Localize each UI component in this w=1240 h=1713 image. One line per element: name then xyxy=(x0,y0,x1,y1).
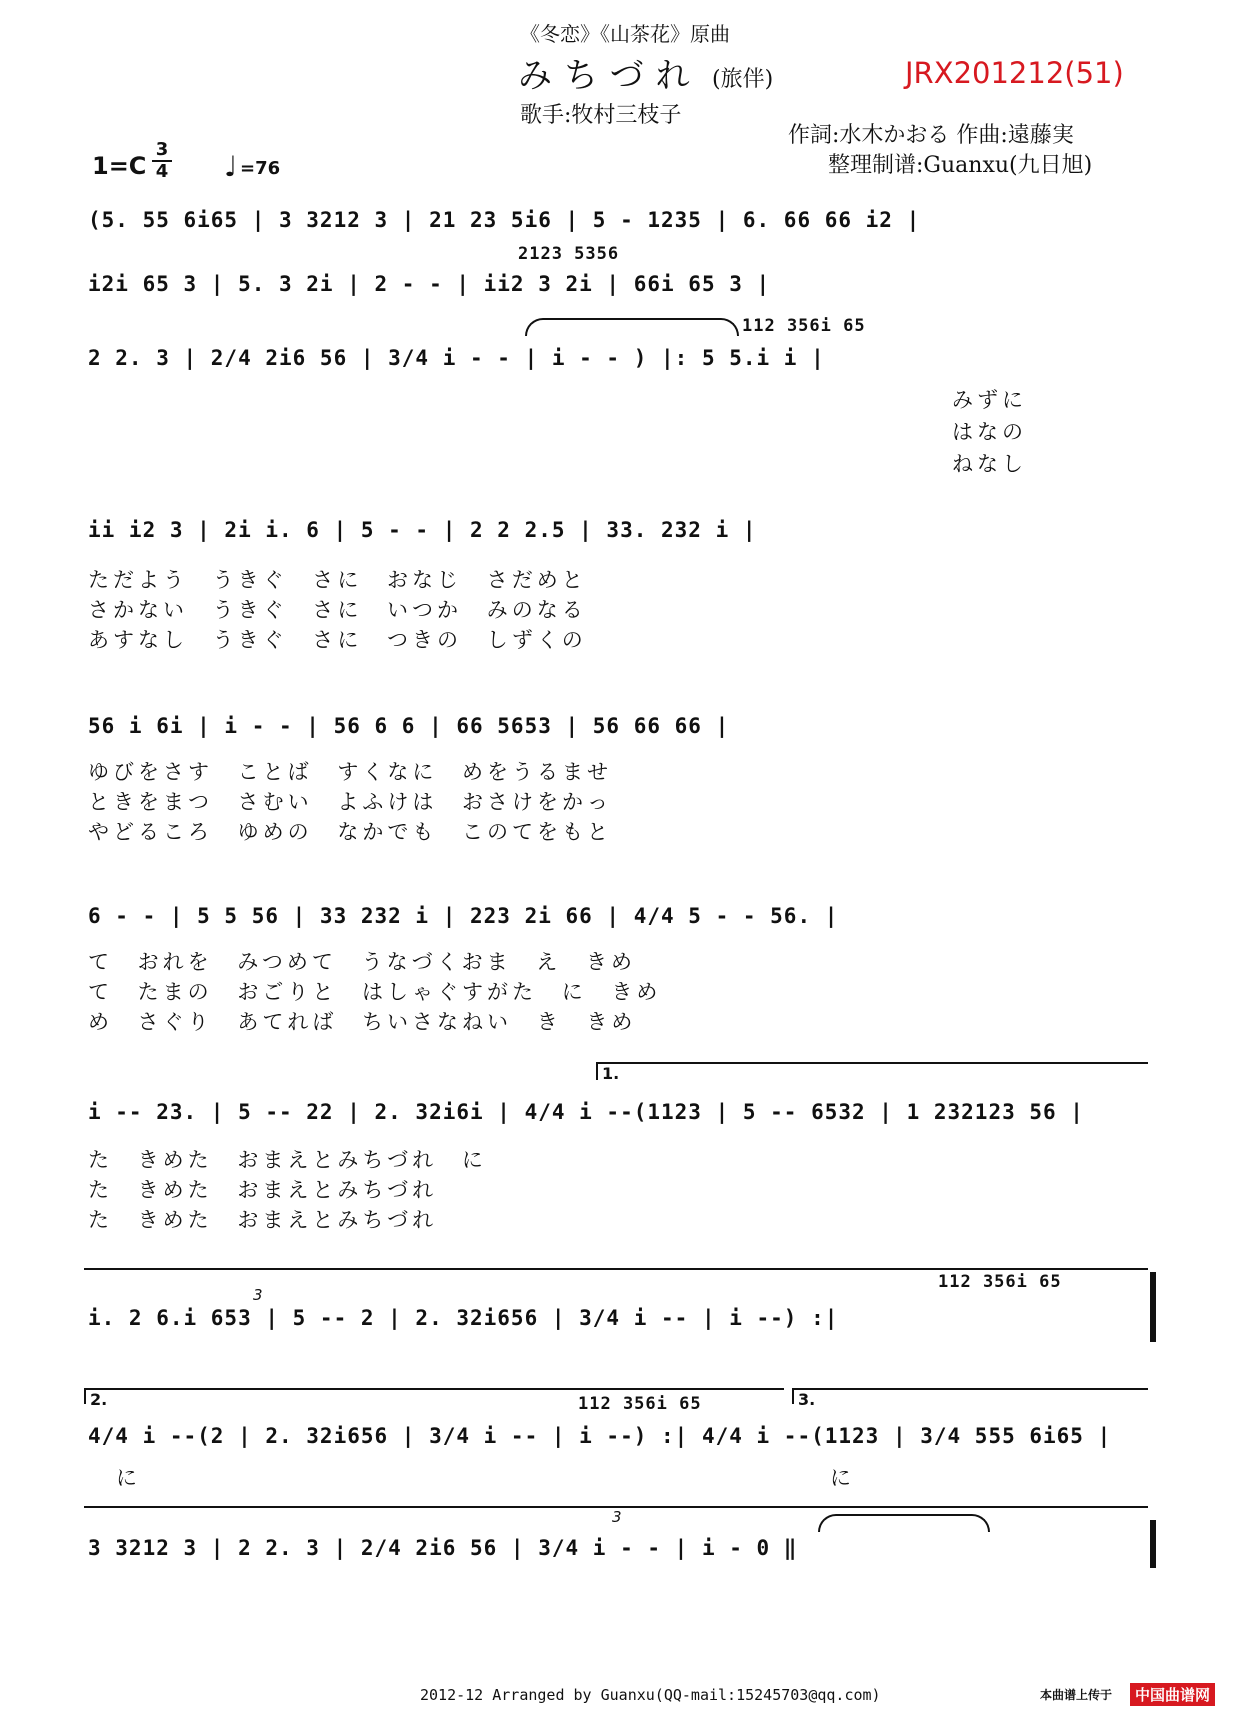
lyric-line: ときをまつ さむい よふけは おさけをかっ xyxy=(88,790,613,814)
score-row-1: (5. 55 6i65 | 3 3212 3 | 21 23 5i6 | 5 - 1235 | 6. 66 66 i2 | xyxy=(88,208,921,232)
score-row-10: 3 3212 3 | 2 2. 3 | 2/4 2i6 56 | 3/4 i - - | i - 0 ‖ xyxy=(88,1536,798,1560)
score-row-2-upper: 2123 5356 xyxy=(518,244,620,264)
quarter-note-icon: ♩ xyxy=(224,150,238,183)
system-line xyxy=(84,1268,1148,1270)
ending-bracket-left xyxy=(792,1388,794,1404)
lyric-line: ゆびをさす ことば すくなに めをうるませ xyxy=(88,760,613,784)
singer: 歌手:牧村三枝子 xyxy=(520,103,682,128)
song-title-sub: (旅伴) xyxy=(712,67,774,92)
tempo: =76 xyxy=(240,158,281,179)
tie-arc xyxy=(525,318,739,336)
footer-credit: 2012-12 Arranged by Guanxu(QQ-mail:15245703@qq.com) xyxy=(420,1686,881,1704)
origin-line: 《冬恋》《山茶花》原曲 xyxy=(520,22,730,46)
score-row-8: i. 2 6.i 653 | 5 -- 2 | 2. 32i656 | 3/4 i -- | i --) :| xyxy=(88,1306,839,1330)
lyric-line: さかない うきぐ さに いつか みのなる xyxy=(88,598,587,622)
ending-2-label: 2. xyxy=(90,1390,108,1409)
song-title: みちづれ xyxy=(518,56,702,96)
tie-arc xyxy=(818,1514,990,1532)
score-row-5: 56 i 6i | i - - | 56 6 6 | 66 5653 | 56 66 66 | xyxy=(88,714,730,738)
ending-3-label: 3. xyxy=(798,1390,816,1409)
lyric-line: ねなし xyxy=(952,452,1027,476)
ending-bracket xyxy=(84,1388,784,1390)
lyric-line: ただよう うきぐ さに おなじ さだめと xyxy=(88,568,587,592)
score-row-6: 6 - - | 5 5 56 | 33 232 i | 223 2i 66 | 4/4 5 - - 56. | xyxy=(88,904,839,928)
time-signature xyxy=(152,140,172,182)
lyric-line: に xyxy=(830,1466,855,1490)
lyric-line: やどるころ ゆめの なかでも このてをもと xyxy=(88,820,613,844)
site-logo-text: 中国曲谱网 xyxy=(1130,1683,1215,1706)
lyric-line: あすなし うきぐ さに つきの しずくの xyxy=(88,628,587,652)
ending-bracket xyxy=(792,1388,1148,1390)
final-bar xyxy=(1150,1520,1156,1568)
arranger: 整理制谱:Guanxu(九日旭) xyxy=(828,153,1093,178)
lyric-line: た きめた おまえとみちづれ に xyxy=(88,1148,487,1172)
time-numerator: 3 xyxy=(155,139,169,160)
score-code: JRX201212(51) xyxy=(905,56,1124,90)
credits: 作詞:水木かおる 作曲:遠藤実 xyxy=(788,123,1074,148)
lyric-line: みずに xyxy=(952,388,1027,412)
lyric-line: た きめた おまえとみちづれ xyxy=(88,1208,438,1232)
ending-bracket xyxy=(596,1062,1148,1064)
lyric-line: て たまの おごりと はしゃぐすがた に きめ xyxy=(88,980,662,1004)
score-row-9-upper: 112 356i 65 xyxy=(578,1394,702,1414)
lyric-line: て おれを みつめて うなづくおま え きめ xyxy=(88,950,636,974)
score-row-9: 4/4 i --(2 | 2. 32i656 | 3/4 i -- | i --) :| 4/4 i --(1123 | 3/4 555 6i65 | xyxy=(88,1424,1112,1448)
triplet-mark: 3 xyxy=(612,1508,622,1526)
triplet-mark: 3 xyxy=(253,1286,263,1304)
lyric-line: はなの xyxy=(952,420,1027,444)
ending-1-label: 1. xyxy=(602,1064,620,1083)
ending-bracket-left xyxy=(84,1388,86,1404)
site-logo xyxy=(1130,1683,1215,1706)
lyric-line: に xyxy=(116,1466,141,1490)
time-denominator: 4 xyxy=(155,161,169,182)
ending-bracket-left xyxy=(596,1062,598,1080)
lyric-line: め さぐり あてれば ちいさなねい き きめ xyxy=(88,1010,637,1034)
score-row-2: i2i 65 3 | 5. 3 2i | 2 - - | ii2 3 2i | 66i 65 3 | xyxy=(88,272,771,296)
score-row-4: ii i2 3 | 2i i. 6 | 5 - - | 2 2 2.5 | 33. 232 i | xyxy=(88,518,757,542)
repeat-end-bar xyxy=(1150,1272,1156,1342)
lyric-line: た きめた おまえとみちづれ xyxy=(88,1178,438,1202)
score-row-7: i -- 23. | 5 -- 22 | 2. 32i6i | 4/4 i --(1123 | 5 -- 6532 | 1 232123 56 | xyxy=(88,1100,1084,1124)
key-signature: 1=C xyxy=(92,152,147,180)
upload-note: 本曲谱上传于 xyxy=(1040,1688,1113,1702)
score-row-3: 2 2. 3 | 2/4 2i6 56 | 3/4 i - - | i - - ) |: 5 5.i i | xyxy=(88,346,825,370)
score-row-8-upper: 112 356i 65 xyxy=(938,1272,1062,1292)
score-row-3-upper: 112 356i 65 xyxy=(742,316,866,336)
